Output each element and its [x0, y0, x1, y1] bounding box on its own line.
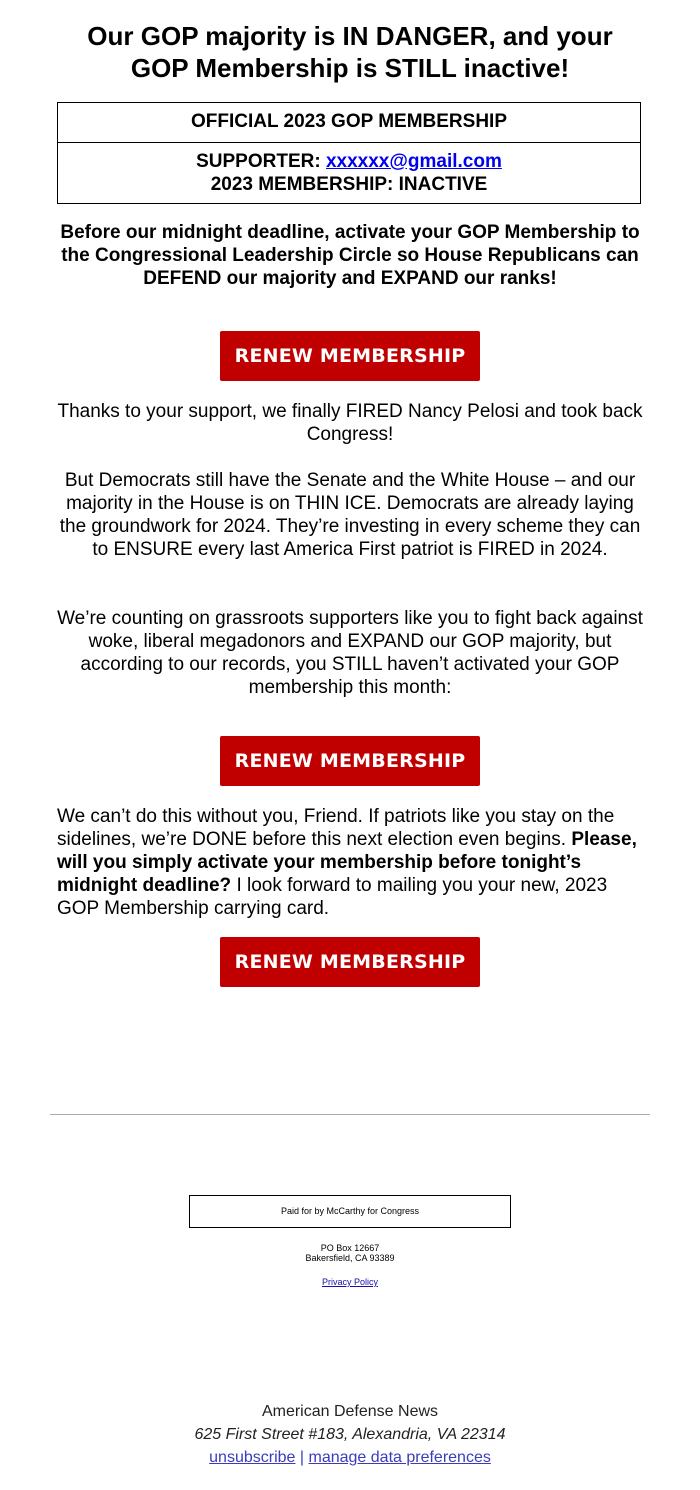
supporter-line: [58, 150, 640, 173]
paragraph-3: We’re counting on grassroots supporters like you to fight back against woke, liberal megadonors and EXPAND our GOP majority, but according to our records, you STILL haven’t activated your GOP membership this month:: [57, 608, 643, 698]
privacy-line: [200, 1277, 500, 1287]
membership-status: 2023 MEMBERSHIP: INACTIVE: [210, 174, 488, 195]
footer-links: [100, 1446, 600, 1469]
paragraph-1: Thanks to your support, we finally FIRED Nancy Pelosi and took back Congress!: [57, 401, 643, 445]
privacy-policy-link[interactable]: Privacy Policy: [321, 1277, 378, 1287]
footer-street: 625 First Street #183, Alexandria, VA 22314: [194, 1426, 506, 1443]
city-line: Bakersfield, CA 93389: [305, 1253, 395, 1263]
footer-org: American Defense News: [261, 1403, 439, 1420]
paragraph-4-end: I look forward to mailing you your new, 2023 GOP Membership carrying card.: [57, 875, 608, 919]
paragraph-4: [57, 805, 643, 920]
paragraph-4-start: We can’t do this without you, Friend. If patriots like you stay on the sidelines, we’re DONE before this next election even begins.: [57, 806, 615, 850]
renew-membership-button-1[interactable]: RENEW MEMBERSHIP: [220, 331, 480, 381]
paragraph-2: But Democrats still have the Senate and the White House – and our majority in the House is on THIN ICE. Democrats are already laying the groundwork for 2024. They’re investing in every scheme they can to ENSURE every last America First patriot is FIRED in 2024.: [59, 470, 641, 560]
intro-text: Before our midnight deadline, activate your GOP Membership to the Congressional Leadership Circle so House Republicans can DEFEND our majority and EXPAND our ranks!: [60, 222, 640, 289]
paid-for-disclaimer: Paid for by McCarthy for Congress: [189, 1195, 511, 1228]
headline-line-1: Our GOP majority is IN DANGER, and your: [87, 21, 613, 51]
supporter-label: SUPPORTER:: [196, 151, 321, 172]
footer: [100, 1400, 600, 1469]
renew-membership-button-2[interactable]: RENEW MEMBERSHIP: [220, 736, 480, 786]
mailing-address: [200, 1243, 500, 1263]
po-box: PO Box 12667: [320, 1243, 380, 1253]
footer-link-separator: |: [299, 1449, 305, 1466]
headline: [60, 20, 640, 84]
footer-divider: [50, 1114, 650, 1115]
unsubscribe-link[interactable]: unsubscribe: [209, 1449, 296, 1466]
membership-details: [58, 143, 640, 203]
supporter-email-link[interactable]: xxxxxx@gmail.com: [325, 151, 502, 172]
renew-membership-button-3[interactable]: RENEW MEMBERSHIP: [220, 937, 480, 987]
manage-data-preferences-link[interactable]: manage data preferences: [308, 1449, 491, 1466]
membership-box: [57, 102, 641, 204]
membership-title: OFFICIAL 2023 GOP MEMBERSHIP: [58, 103, 640, 143]
headline-line-2: GOP Membership is STILL inactive!: [130, 53, 570, 83]
paragraph-4-bold: Please, will you simply activate your membership before tonight’s midnight deadline?: [57, 829, 637, 896]
